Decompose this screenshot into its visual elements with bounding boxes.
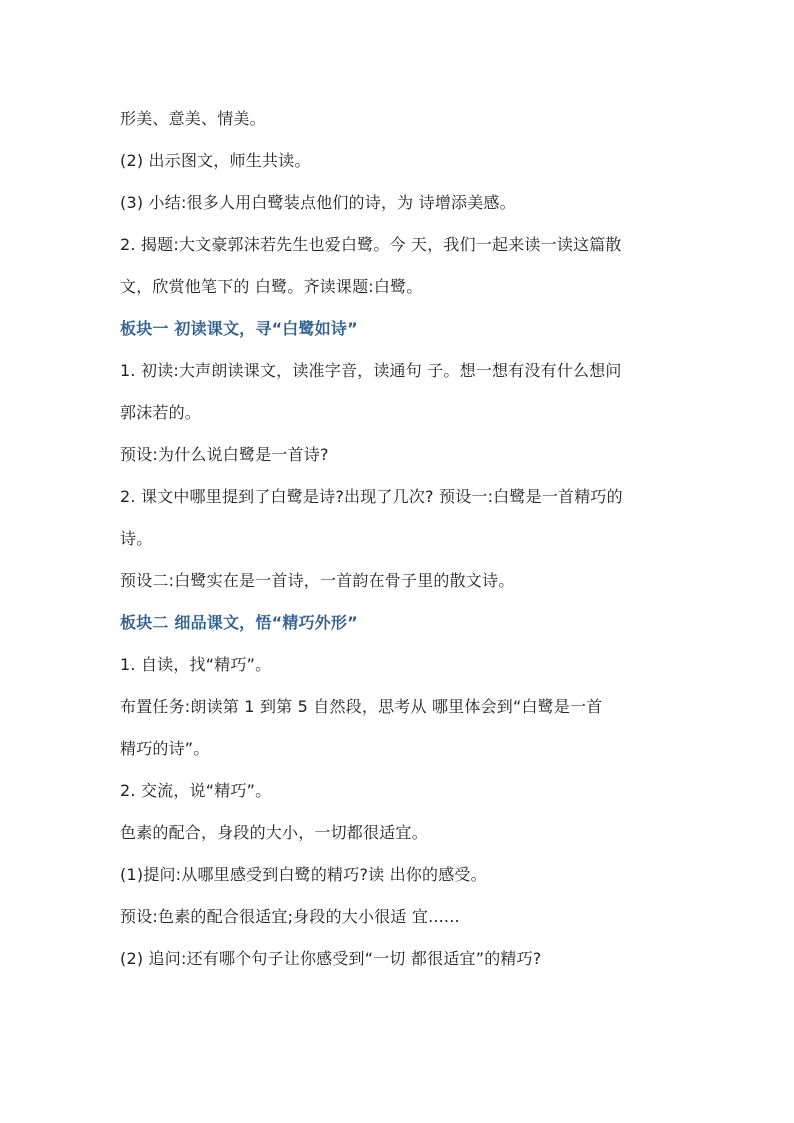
paragraph-line: 预设:为什么说白鹭是一首诗?: [120, 445, 329, 464]
section-heading: 板块二 细品课文，悟“精巧外形”: [120, 613, 358, 632]
paragraph-line: 预设二:白鹭实在是一首诗，一首韵在骨子里的散文诗。: [120, 571, 515, 590]
paragraph-line: 精巧的诗”。: [120, 739, 210, 758]
paragraph-line: 预设:色素的配合很适宜;身段的大小很适 宜......: [120, 907, 460, 926]
paragraph-line: 郭沫若的。: [120, 403, 202, 422]
paragraph-line: (3) 小结:很多人用白鹭装点他们的诗，为 诗增添美感。: [120, 193, 516, 212]
section-heading: 板块一 初读课文，寻“白鹭如诗”: [120, 319, 358, 338]
paragraph-line: (2) 出示图文，师生共读。: [120, 151, 311, 170]
paragraph-line: 2. 揭题:大文豪郭沫若先生也爱白鹭。今 天，我们一起来读一读这篇散: [120, 235, 622, 254]
paragraph-line: 形美、意美、情美。: [120, 109, 266, 128]
paragraph-line: (1)提问:从哪里感受到白鹭的精巧?读 出你的感受。: [120, 865, 487, 884]
paragraph-line: 文，欣赏他笔下的 白鹭。齐读课题:白鹭。: [120, 277, 423, 296]
paragraph-line: 布置任务:朗读第 1 到第 5 自然段，思考从 哪里体会到“白鹭是一首: [120, 697, 603, 716]
paragraph-line: 诗。: [120, 529, 153, 548]
paragraph-line: 1. 初读:大声朗读课文，读准字音，读通句 子。想一想有没有什么想问: [120, 361, 622, 380]
paragraph-line: 2. 交流，说“精巧”。: [120, 781, 272, 800]
paragraph-line: (2) 追问:还有哪个句子让你感受到“一切 都很适宜”的精巧?: [120, 949, 542, 968]
paragraph-line: 1. 自读，找“精巧”。: [120, 655, 272, 674]
paragraph-line: 2. 课文中哪里提到了白鹭是诗?出现了几次? 预设一:白鹭是一首精巧的: [120, 487, 623, 506]
paragraph-line: 色素的配合，身段的大小，一切都很适宜。: [120, 823, 428, 842]
